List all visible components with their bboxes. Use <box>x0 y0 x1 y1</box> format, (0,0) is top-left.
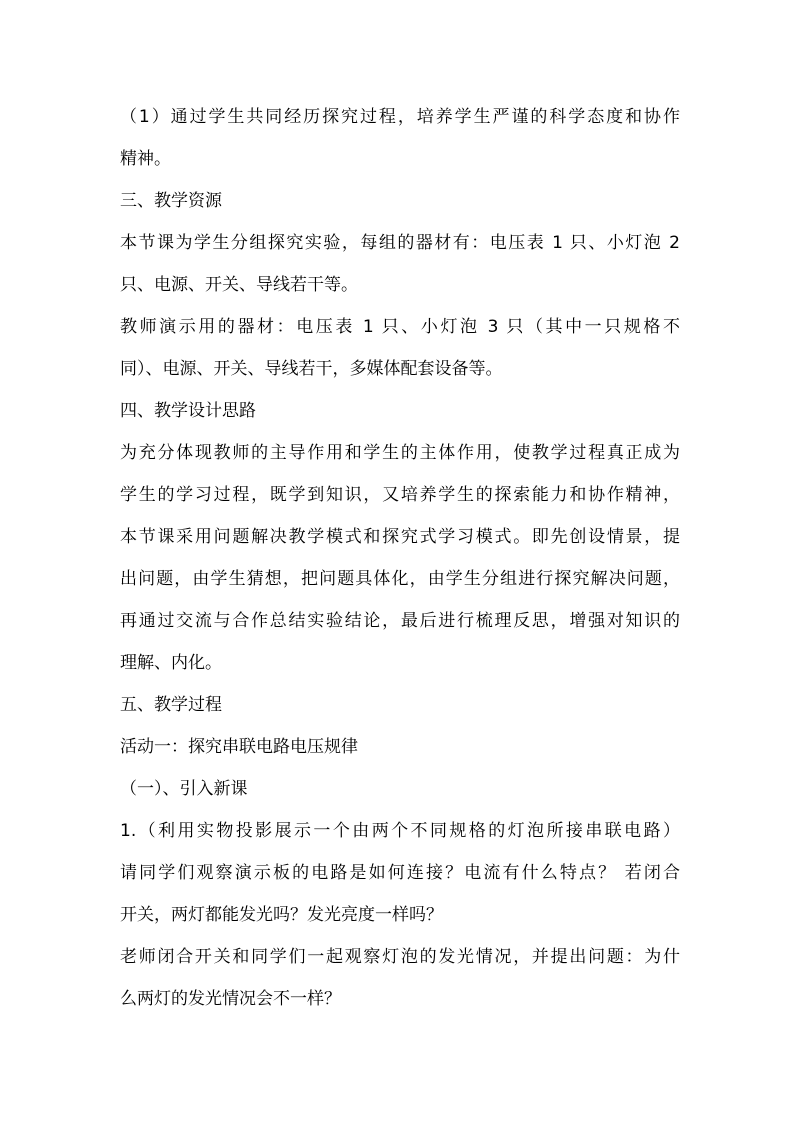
text-line: 1.（利用实物投影展示一个由两个不同规格的灯泡所接串联电路） <box>120 821 680 841</box>
text-line: 同）、电源、开关、导线若干，多媒体配套设备等。 <box>120 359 503 379</box>
subsection-heading: （一）、引入新课 <box>120 779 248 799</box>
text-line: 为充分体现教师的主导作用和学生的主体作用，使教学过程真正成为 <box>120 443 680 463</box>
text-line: 再通过交流与合作总结实验结论，最后进行梳理反思，增强对知识的 <box>120 611 680 631</box>
text-line: 学生的学习过程，既学到知识，又培养学生的探索能力和协作精神， <box>120 485 680 505</box>
text-line: 理解、内化。 <box>120 653 222 673</box>
text-line: 精神。 <box>120 149 171 169</box>
text-line: 出问题，由学生猜想，把问题具体化，由学生分组进行探究解决问题， <box>120 569 680 589</box>
section-heading: 五、教学过程 <box>120 695 222 715</box>
section-heading: 三、教学资源 <box>120 191 222 211</box>
text-line: 老师闭合开关和同学们一起观察灯泡的发光情况，并提出问题：为什 <box>120 947 680 967</box>
section-heading: 四、教学设计思路 <box>120 401 256 421</box>
text-line: 请同学们观察演示板的电路是如何连接？电流有什么特点？ 若闭合 <box>120 863 680 883</box>
text-line: 本节课为学生分组探究实验，每组的器材有：电压表 1 只、小灯泡 2 <box>120 233 680 253</box>
text-line: 开关，两灯都能发光吗？发光亮度一样吗？ <box>120 905 443 925</box>
text-line: 么两灯的发光情况会不一样？ <box>120 989 341 1009</box>
text-line: （1）通过学生共同经历探究过程，培养学生严谨的科学态度和协作 <box>120 107 680 127</box>
text-line: 只、电源、开关、导线若干等。 <box>120 275 358 295</box>
text-line: 教师演示用的器材：电压表 1 只、小灯泡 3 只（其中一只规格不 <box>120 317 680 337</box>
text-line: 本节课采用问题解决教学模式和探究式学习模式。即先创设情景，提 <box>120 527 680 547</box>
activity-heading: 活动一：探究串联电路电压规律 <box>120 737 358 757</box>
